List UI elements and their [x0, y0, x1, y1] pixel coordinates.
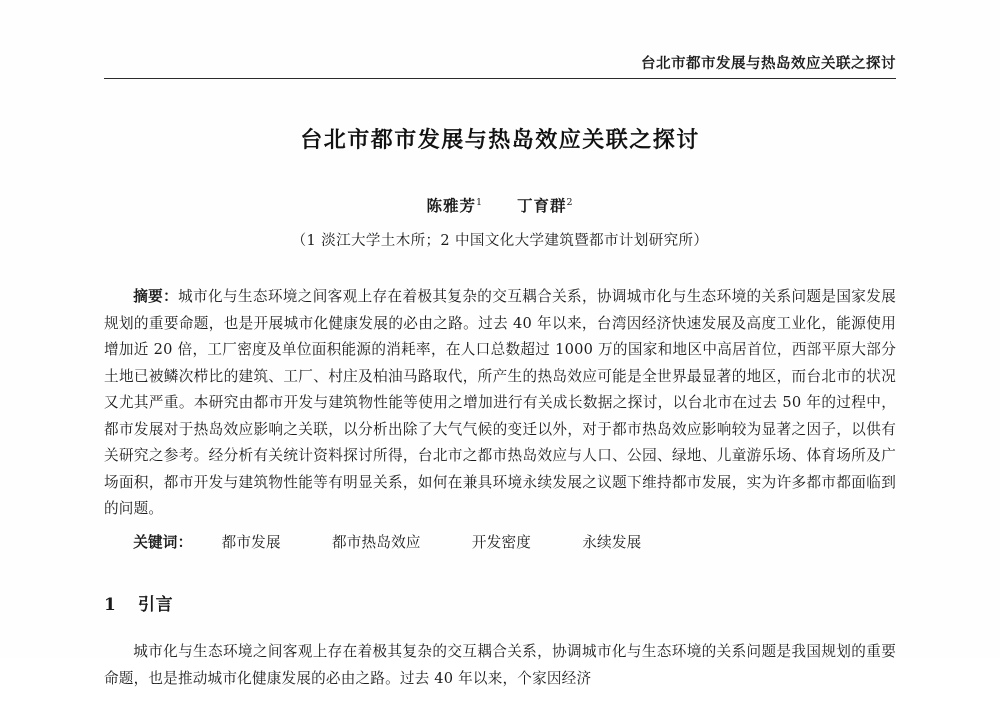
- abstract-text: 城市化与生态环境之间客观上存在着极其复杂的交互耦合关系，协调城市化与生态环境的关系问题是国家发展规划的重要命题，也是开展城市化健康发展的必由之路。过去 40 年以来，台湾因经济快速发展及高度工业化，能源使用增加近 20 倍，工厂密度及单位面积能源的消耗率，在人口总数超过 1000 万的国家和地区中高居首位，西部平原大部分土地已被鳞次栉比的建筑、工厂、村庄及柏油马路取代，所产生的热岛效应可能是全世界最显著的地区，而台北市的状况又尤其严重。本研究由都市开发与建筑物性能等使用之增加进行有关成长数据之探讨，以台北市在过去 50 年的过程中，都市发展对于热岛效应影响之关联，以分析出除了大气气候的变迁以外，对于都市热岛效应影响较为显著之因子，以供有关研究之参考。经分析有关统计资料探讨所得，台北市之都市热岛效应与人口、公园、绿地、儿童游乐场、体育场所及广场面积，都市开发与建筑物性能等有明显关系，如何在兼具环境永续发展之议题下维持都市发展，实为许多都市都面临到的问题。: [104, 288, 896, 518]
- page-content: [104, 0, 896, 707]
- keyword-item: 都市发展: [221, 533, 281, 551]
- keywords-label: 关键词：: [133, 533, 193, 551]
- running-head: 台北市都市发展与热岛效应关联之探讨: [641, 55, 896, 72]
- author-second: 丁育群: [517, 196, 567, 215]
- section-title: 引言: [138, 595, 174, 616]
- affiliation: （1 淡江大学土木所；2 中国文化大学建筑暨都市计划研究所）: [291, 233, 709, 249]
- section-heading-introduction: [104, 590, 896, 615]
- section-number: 1: [104, 595, 117, 616]
- page-title: 台北市都市发展与热岛效应关联之探讨: [300, 127, 700, 153]
- abstract: [104, 284, 896, 523]
- section-paragraph: 城市化与生态环境之间客观上存在着极其复杂的交互耦合关系，协调城市化与生态环境的关系问题是我国规划的重要命题，也是推动城市化健康发展的必由之路。过去 40 年以来，个家因经济: [104, 643, 896, 687]
- author-second-affil-marker: 2: [566, 196, 574, 208]
- keyword-item: 都市热岛效应: [331, 533, 421, 551]
- keyword-item: 永续发展: [582, 533, 642, 551]
- keywords: [104, 530, 896, 556]
- author-first: 陈雅芳: [426, 196, 476, 215]
- author-list: [104, 194, 896, 216]
- author-first-affil-marker: 1: [475, 196, 483, 208]
- running-head-rule: [104, 78, 896, 79]
- abstract-label: 摘要：: [133, 288, 179, 305]
- keyword-item: 开发密度: [471, 533, 532, 551]
